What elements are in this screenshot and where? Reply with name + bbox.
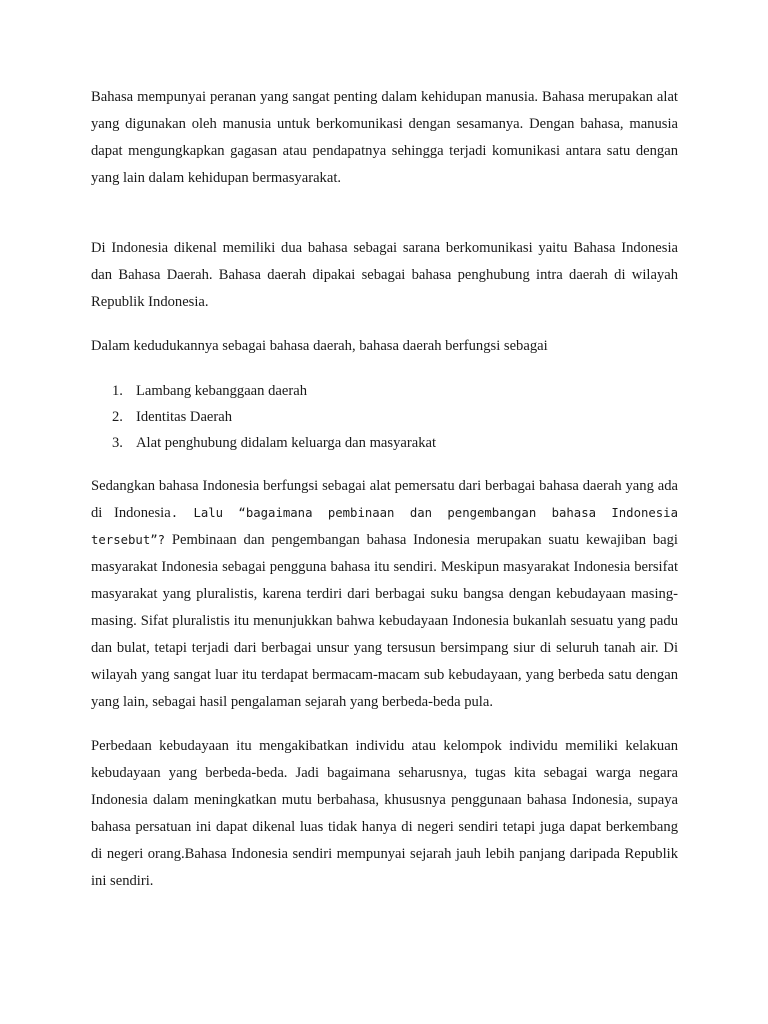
list-item-text: Alat penghubung didalam keluarga dan masyarakat	[136, 435, 437, 451]
paragraph-cultural-difference: Perbedaan kebudayaan itu mengakibatkan individu atau kelompok individu memiliki kelakuan kebudayaan yang berbeda-beda. Jadi bagaimana seharusnya, tugas kita sebagai warga negara Indonesia dalam meningkatkan mutu berbahasa, khususnya penggunaan bahasa Indonesia, supaya bahasa persatuan ini dapat dikenal luas tidak hanya di negeri sendiri tetapi juga dapat berkembang di negeri orang.Bahasa Indonesia sendiri mempunyai sejarah jauh lebih panjang daripada Republik ini sendiri.	[91, 738, 678, 889]
function-list	[91, 378, 678, 456]
list-item-number: 2.	[112, 409, 123, 425]
paragraph-two-languages: Di Indonesia dikenal memiliki dua bahasa sebagai sarana berkomunikasi yaitu Bahasa Indonesia dan Bahasa Daerah. Bahasa daerah dipakai sebagai bahasa penghubung intra daerah di wilayah Republik Indonesia.	[91, 240, 678, 310]
paragraph-four-start: Sedangkan bahasa Indonesia berfungsi sebagai alat pemersatu dari berbagai bahasa daerah yang ada di Indonesia	[91, 478, 678, 521]
list-item	[91, 404, 678, 430]
list-item-text: Identitas Daerah	[136, 409, 233, 425]
paragraph-four-end: Pembinaan dan pengembangan bahasa Indonesia merupakan suatu kewajiban bagi masyarakat Indonesia sebagai pengguna bahasa itu sendiri. Meskipun masyarakat Indonesia bersifat masyarakat yang pluralistis, karena terdiri dari berbagai suku bangsa dengan kebudayaan masing-masing. Sifat pluralistis itu menunjukkan bahwa kebudayaan Indonesia bukanlah sesuatu yang padu dan bulat, tetapi terjadi dari berbagai unsur yang tersusun bersimpang siur di seluruh tanah air. Di wilayah yang sangat luar itu terdapat bermacam-macam sub kebudayaan, yang berbeda satu dengan yang lain, sebagai hasil pengalaman sejarah yang berbeda-beda pula.	[91, 532, 678, 710]
list-item-number: 1.	[112, 383, 123, 399]
paragraph-regional-function: Dalam kedudukannya sebagai bahasa daerah, bahasa daerah berfungsi sebagai	[91, 338, 548, 354]
list-item	[91, 378, 678, 404]
list-item-number: 3.	[112, 435, 123, 451]
paragraph-national-language	[91, 473, 678, 716]
paragraph-intro: Bahasa mempunyai peranan yang sangat penting dalam kehidupan manusia. Bahasa merupakan alat yang digunakan oleh manusia untuk berkomunikasi dengan sesamanya. Dengan bahasa, manusia dapat mengungkapkan gagasan atau pendapatnya sehingga terjadi komunikasi antara satu dengan yang lain dalam kehidupan bermasyarakat.	[91, 89, 678, 186]
list-item-text: Lambang kebanggaan daerah	[136, 383, 307, 399]
paragraph-four-quote: . Lalu “bagaimana pembinaan dan pengembangan bahasa Indonesia tersebut”?	[91, 506, 678, 547]
list-item	[91, 430, 678, 456]
document-page	[91, 84, 678, 895]
